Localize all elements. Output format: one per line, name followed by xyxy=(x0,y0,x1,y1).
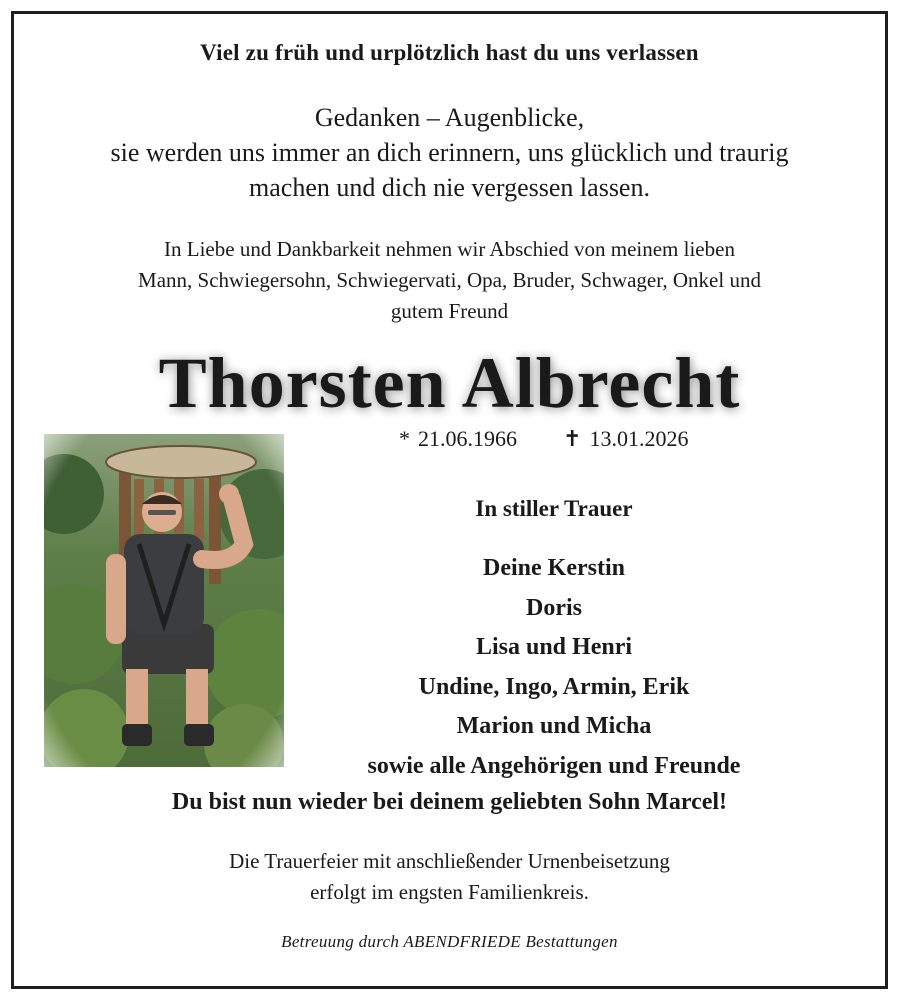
death-date: 13.01.2026 xyxy=(589,426,689,451)
family-member: sowie alle Angehörigen und Freunde xyxy=(367,752,741,779)
family-member: Marion und Micha xyxy=(456,713,652,739)
poem-line: machen und dich nie vergessen lassen. xyxy=(249,173,650,202)
family-member: Undine, Ingo, Armin, Erik xyxy=(418,673,690,700)
obituary-frame xyxy=(11,11,888,989)
life-dates xyxy=(399,426,696,452)
ceremony-note xyxy=(14,846,885,908)
cross-icon: ✝ xyxy=(563,426,582,451)
ceremony-line: Die Trauerfeier mit anschließender Urnenbeisetzung xyxy=(229,849,670,873)
poem-line: sie werden uns immer an dich erinnern, uns glücklich und traurig xyxy=(110,138,789,167)
birth-date: 21.06.1966 xyxy=(418,426,517,451)
heading: Viel zu früh und urplötzlich hast du uns verlassen xyxy=(200,40,699,65)
intro-line: gutem Freund xyxy=(390,299,509,323)
intro-text xyxy=(14,234,885,327)
deceased-name: Thorsten Albrecht xyxy=(158,343,741,423)
mourning-heading: In stiller Trauer xyxy=(475,496,633,521)
poem xyxy=(14,100,885,205)
birth-symbol: * xyxy=(399,426,410,451)
closing-line: Du bist nun wieder bei deinem geliebten Sohn Marcel! xyxy=(171,789,728,815)
portrait-photo xyxy=(44,434,284,767)
family-member: Lisa und Henri xyxy=(475,634,633,660)
family-member: Deine Kerstin xyxy=(483,555,625,581)
ceremony-line: erfolgt im engsten Familienkreis. xyxy=(310,880,589,904)
family-list xyxy=(264,549,844,786)
intro-line: In Liebe und Dankbarkeit nehmen wir Abschied von meinem lieben xyxy=(164,237,735,261)
family-member: Doris xyxy=(526,594,582,621)
poem-line: Gedanken – Augenblicke, xyxy=(314,103,585,132)
intro-line: Mann, Schwiegersohn, Schwiegervati, Opa, Bruder, Schwager, Onkel und xyxy=(138,268,761,292)
undertaker-note: Betreuung durch ABENDFRIEDE Bestattungen xyxy=(281,932,618,951)
